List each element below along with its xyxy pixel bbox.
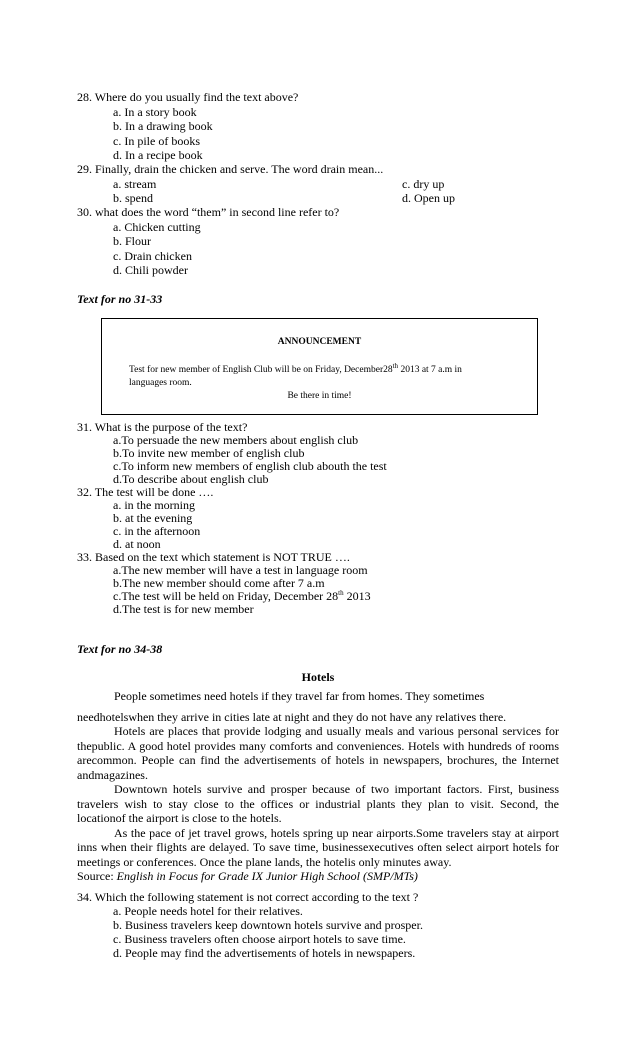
q32-option-c: c. in the afternoon bbox=[113, 524, 201, 538]
reading-paragraph-1a: People sometimes need hotels if they travel far from homes. They sometimes bbox=[114, 689, 485, 703]
q33-option-c: c.The test will be held on Friday, December 28th 2013 bbox=[113, 589, 371, 603]
question-34: 34. Which the following statement is not correct according to the text ? bbox=[77, 890, 419, 904]
q31-option-d: d.To describe about english club bbox=[113, 472, 269, 486]
question-33: 33. Based on the text which statement is NOT TRUE …. bbox=[77, 550, 350, 564]
q29-option-b: b. spend bbox=[113, 191, 153, 205]
q28-option-d: d. In a recipe book bbox=[113, 148, 203, 162]
reading-paragraph-2: Hotels are places that provide lodging and usually meals and various personal services for thepublic. A good hotel provides many comforts and conveniences. Hotels with hundreds of rooms arecommon. People can find the advertisements of hotels in newspapers, brochures, the Internet andmagazines. bbox=[77, 724, 559, 782]
question-29: 29. Finally, drain the chicken and serve. The word drain mean... bbox=[77, 162, 384, 176]
q34-option-d: d. People may find the advertisements of hotels in newspapers. bbox=[113, 946, 416, 960]
reading-paragraph-4: As the pace of jet travel grows, hotels spring up near airports.Some travelers stay at airport inns when their flights are delayed. To save time, businessexecutives often select airport hotels for meetings or conferences. Once the plane lands, the hotelis only minutes away. bbox=[77, 825, 559, 869]
q31-option-b: b.To invite new member of english club bbox=[113, 446, 305, 460]
q30-option-b: b. Flour bbox=[113, 234, 152, 248]
q32-option-d: d. at noon bbox=[113, 537, 161, 551]
q29-option-a: a. stream bbox=[113, 177, 157, 191]
q28-option-a: a. In a story book bbox=[113, 105, 197, 119]
announcement-box bbox=[101, 318, 538, 415]
q33-option-b: b.The new member should come after 7 a.m bbox=[113, 576, 325, 590]
question-31: 31. What is the purpose of the text? bbox=[77, 420, 248, 434]
reading-paragraph-3: Downtown hotels survive and prosper because of two important factors. First, business travelers wish to stay close to the offices or industrial plants they plan to visit. Second, the locationof the airport is close to the hotels. bbox=[77, 782, 559, 825]
q31-option-a: a.To persuade the new members about english club bbox=[113, 433, 359, 447]
q29-option-c: c. dry up bbox=[402, 177, 445, 191]
question-32: 32. The test will be done …. bbox=[77, 485, 214, 499]
announcement-line-2: languages room. bbox=[129, 378, 192, 388]
q33-option-a: a.The new member will have a test in language room bbox=[113, 563, 368, 577]
question-28: 28. Where do you usually find the text above? bbox=[77, 90, 299, 104]
reading-body bbox=[77, 724, 559, 884]
q30-option-d: d. Chili powder bbox=[113, 263, 188, 277]
q34-option-c: c. Business travelers often choose airport hotels to save time. bbox=[113, 932, 406, 946]
announcement-title: ANNOUNCEMENT bbox=[277, 337, 362, 347]
q34-option-b: b. Business travelers keep downtown hotels survive and prosper. bbox=[113, 918, 423, 932]
question-30: 30. what does the word “them” in second line refer to? bbox=[77, 205, 340, 219]
q33-option-d: d.The test is for new member bbox=[113, 602, 254, 616]
section-heading-34-38: Text for no 34-38 bbox=[77, 642, 163, 656]
q28-option-c: c. In pile of books bbox=[113, 134, 200, 148]
q30-option-a: a. Chicken cutting bbox=[113, 220, 201, 234]
q34-option-a: a. People needs hotel for their relatives. bbox=[113, 904, 303, 918]
announcement-closing: Be there in time! bbox=[287, 391, 352, 401]
reading-source: Source: English in Focus for Grade IX Junior High School (SMP/MTs) bbox=[77, 869, 418, 883]
reading-title: Hotels bbox=[301, 670, 335, 684]
reading-paragraph-1b: needhotelswhen they arrive in cities late at night and they do not have any relatives there. bbox=[77, 710, 507, 724]
q28-option-b: b. In a drawing book bbox=[113, 119, 213, 133]
q31-option-c: c.To inform new members of english club abouth the test bbox=[113, 459, 387, 473]
q32-option-a: a. in the morning bbox=[113, 498, 195, 512]
section-heading-31-33: Text for no 31-33 bbox=[77, 292, 163, 306]
announcement-line-1: Test for new member of English Club will be on Friday, December28th 2013 at 7 a.m in bbox=[129, 361, 462, 375]
q29-option-d: d. Open up bbox=[402, 191, 455, 205]
q30-option-c: c. Drain chicken bbox=[113, 249, 192, 263]
q32-option-b: b. at the evening bbox=[113, 511, 193, 525]
